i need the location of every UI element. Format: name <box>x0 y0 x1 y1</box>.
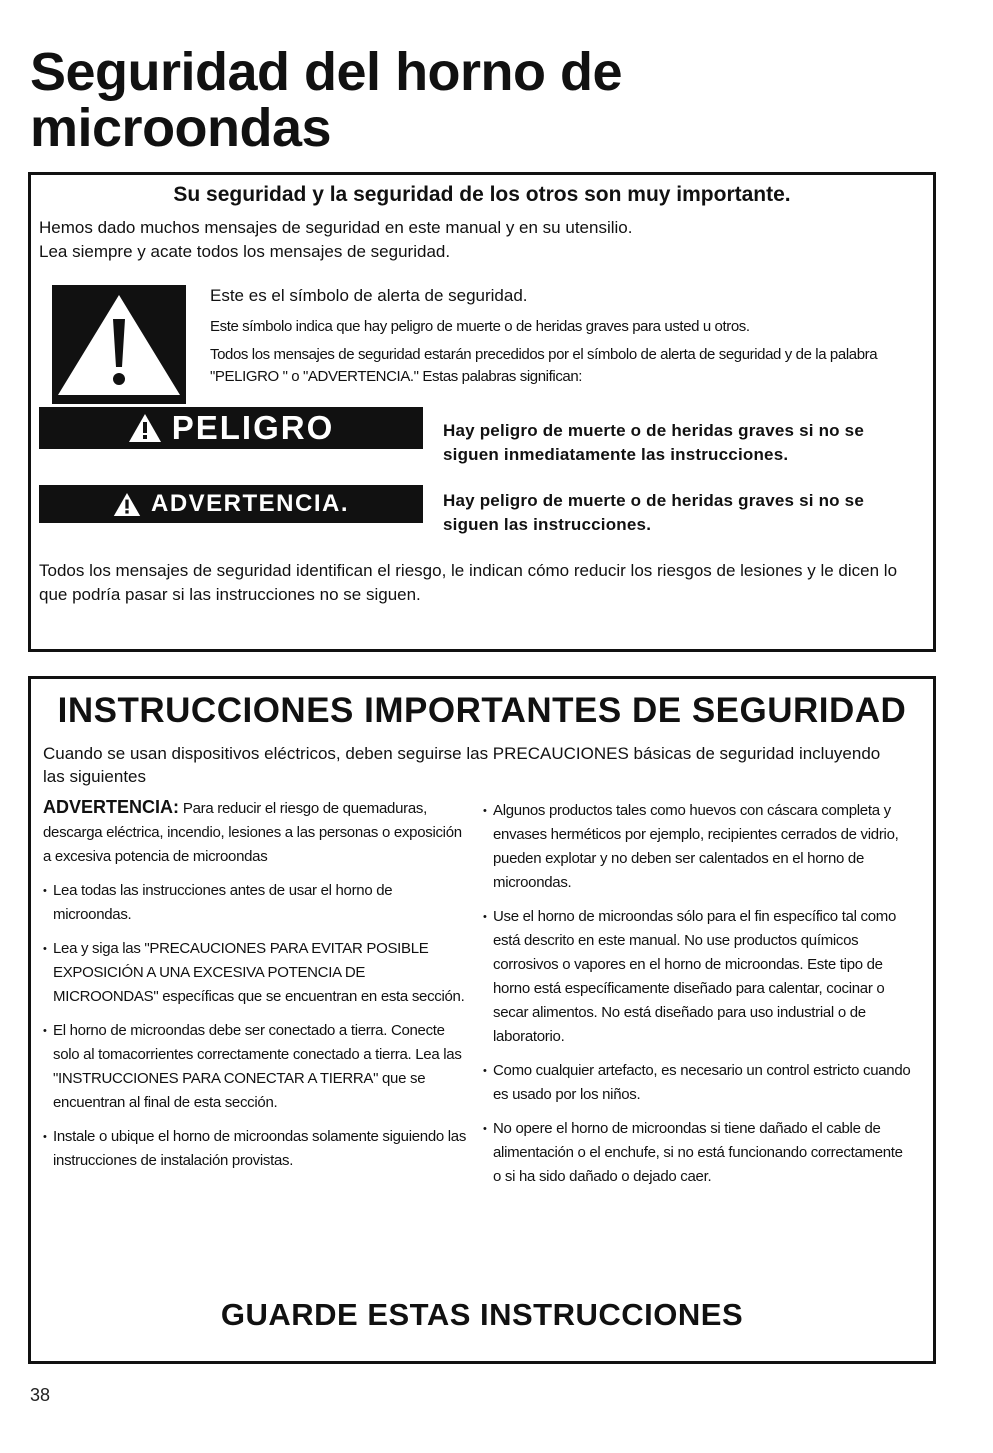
instructions-right-column <box>483 799 913 1199</box>
left-instructions-list <box>43 879 473 1173</box>
advertencia-signal-word <box>39 485 423 523</box>
list-item: • El horno de microondas debe ser conectado a tierra. Conecte solo al tomacorrientes correctamente conectado a tierra. Lea las "INSTRUCCIONES PARA CONECTAR A TIERRA" que se encuentran al final de esta sección. <box>43 1019 473 1115</box>
list-item: • Lea y siga las "PRECAUCIONES PARA EVITAR POSIBLE EXPOSICIÓN A UNA EXCESIVA POTENCIA DE MICROONDAS" específicas que se encuentran en esta sección. <box>43 937 473 1009</box>
list-item: • No opere el horno de microondas si tiene dañado el cable de alimentación o el enchufe, si no está funcionando correctamente o si ha sido dañado o dejado caer. <box>483 1117 913 1189</box>
warning-text: Para reducir el riesgo de quemaduras, descarga eléctrica, incendio, lesiones a las personas o exposición a excesiva potencia de microondas <box>43 800 462 865</box>
instructions-left-column <box>43 795 473 1183</box>
save-instructions-footer: GUARDE ESTAS INSTRUCCIONES <box>220 1297 744 1332</box>
instructions-intro: Cuando se usan dispositivos eléctricos, deben seguirse las PRECAUCIONES básicas de seguridad incluyendo las siguientes <box>43 744 881 786</box>
warning-triangle-icon <box>128 413 162 443</box>
list-item: • Como cualquier artefacto, es necesario un control estricto cuando es usado por los niños. <box>483 1059 913 1107</box>
page-title-line-1: Seguridad del horno de <box>30 42 623 102</box>
instructions-heading: INSTRUCCIONES IMPORTANTES DE SEGURIDAD <box>57 691 907 730</box>
right-instructions-list <box>483 799 913 1189</box>
safety-box-intro <box>39 216 632 264</box>
peligro-signal-word <box>39 407 423 449</box>
alert-symbol-meaning: Este símbolo indica que hay peligro de muerte o de heridas graves para usted u otros. <box>210 318 750 335</box>
alert-signal-words-note: Todos los mensajes de seguridad estarán precedidos por el símbolo de alerta de seguridad y de la palabra "PELIGRO " o "ADVERTENCIA." Estas palabras significan: <box>210 346 878 385</box>
warning-label: ADVERTENCIA: <box>43 797 180 817</box>
important-instructions-box <box>28 676 936 1364</box>
safety-intro-line-1: Hemos dado muchos mensajes de seguridad en este manual y en su utensilio. <box>39 218 633 237</box>
safety-info-box <box>28 172 936 652</box>
peligro-label: PELIGRO <box>171 409 335 446</box>
safety-box-heading: Su seguridad y la seguridad de los otros son muy importante. <box>173 183 791 206</box>
page-number: 38 <box>30 1385 51 1405</box>
page-title <box>30 44 622 156</box>
list-item: • Algunos productos tales como huevos con cáscara completa y envases herméticos por ejemplo, recipientes cerrados de vidrio, pueden explotar y no deben ser calentados en el horno de microondas. <box>483 799 913 895</box>
alert-symbol-lead: Este es el símbolo de alerta de seguridad. <box>210 286 528 305</box>
advertencia-description: Hay peligro de muerte o de heridas graves si no se siguen las instrucciones. <box>443 491 864 534</box>
warning-paragraph <box>43 795 473 869</box>
list-item: • Use el horno de microondas sólo para el fin específico tal como está descrito en este manual. No use productos químicos corrosivos o vapores en el horno de microondas. Este tipo de horno está específicamente diseñado para calentar, cocinar o secar alimentos. No está diseñado para uso industrial o de laboratorio. <box>483 905 913 1049</box>
alert-symbol-description <box>210 284 930 394</box>
peligro-description: Hay peligro de muerte o de heridas graves si no se siguen inmediatamente las instrucciones. <box>443 421 864 464</box>
list-item: • Lea todas las instrucciones antes de usar el horno de microondas. <box>43 879 473 927</box>
safety-intro-line-2: Lea siempre y acate todos los mensajes de seguridad. <box>39 242 451 261</box>
page-title-line-2: microondas <box>30 98 332 158</box>
list-item: • Instale o ubique el horno de microondas solamente siguiendo las instrucciones de instalación provistas. <box>43 1125 473 1173</box>
warning-triangle-icon <box>113 492 141 517</box>
safety-alert-symbol-icon <box>52 285 186 404</box>
safety-box-closing: Todos los mensajes de seguridad identifican el riesgo, le indican cómo reducir los riesgos de lesiones y le dicen lo que podría pasar si las instrucciones no se siguen. <box>39 561 898 604</box>
advertencia-label: ADVERTENCIA. <box>150 490 349 517</box>
